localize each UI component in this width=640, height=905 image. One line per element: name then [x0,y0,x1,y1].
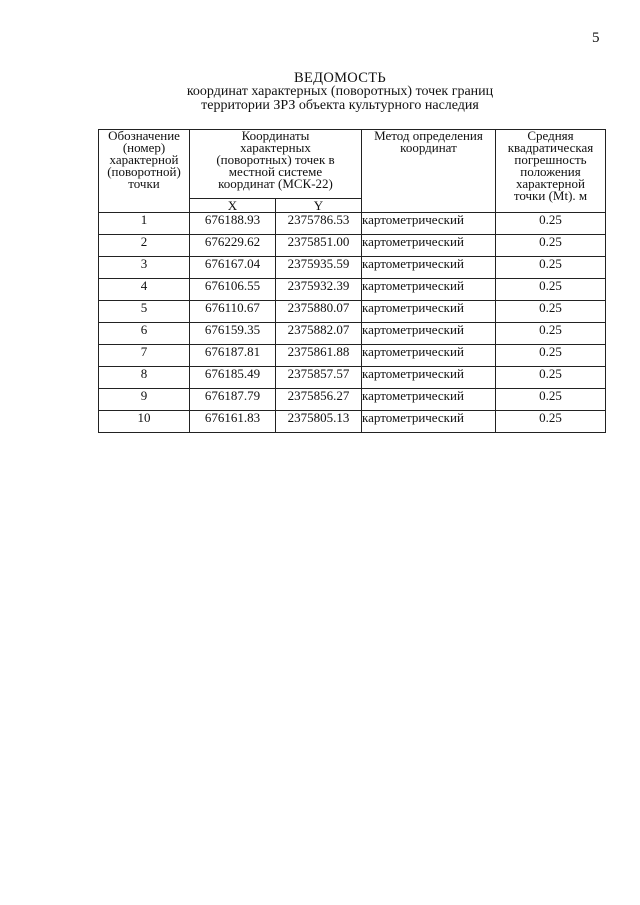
table-row [99,345,606,367]
y-coordinate-cell: 2375786.53 [276,213,362,235]
method-cell: картометрический [362,213,496,235]
x-coordinate-cell: 676185.49 [190,367,276,389]
x-coordinate-cell: 676187.81 [190,345,276,367]
method-cell: картометрический [362,411,496,433]
method-cell: картометрический [362,389,496,411]
point-number-cell: 10 [99,411,190,433]
point-number-cell: 6 [99,323,190,345]
y-coordinate-cell: 2375857.57 [276,367,362,389]
header-coordinates: Координаты характерных (поворотных) точек в местной системе координат (МСК-22) [190,130,362,199]
x-coordinate-cell: 676167.04 [190,257,276,279]
x-coordinate-cell: 676106.55 [190,279,276,301]
table-header-row [99,130,606,199]
y-coordinate-cell: 2375880.07 [276,301,362,323]
point-number-cell: 7 [99,345,190,367]
x-coordinate-cell: 676161.83 [190,411,276,433]
header-x: X [190,199,276,213]
error-cell: 0.25 [496,213,606,235]
method-cell: картометрический [362,345,496,367]
point-number-cell: 2 [99,235,190,257]
point-number-cell: 4 [99,279,190,301]
method-cell: картометрический [362,279,496,301]
y-coordinate-cell: 2375935.59 [276,257,362,279]
method-cell: картометрический [362,235,496,257]
y-coordinate-cell: 2375861.88 [276,345,362,367]
method-cell: картометрический [362,257,496,279]
error-cell: 0.25 [496,411,606,433]
table-row [99,323,606,345]
error-cell: 0.25 [496,389,606,411]
method-cell: картометрический [362,323,496,345]
header-y: Y [276,199,362,213]
table-row [99,279,606,301]
table-body [99,213,606,433]
page-number: 5 [592,30,600,46]
header-method: Метод определения координат [362,130,496,213]
document-heading [0,71,640,113]
error-cell: 0.25 [496,279,606,301]
header-error: Средняя квадратическая погрешность положения характерной точки (Mt). м [496,130,606,213]
error-cell: 0.25 [496,257,606,279]
table-row [99,367,606,389]
method-cell: картометрический [362,367,496,389]
error-cell: 0.25 [496,323,606,345]
x-coordinate-cell: 676187.79 [190,389,276,411]
y-coordinate-cell: 2375882.07 [276,323,362,345]
x-coordinate-cell: 676159.35 [190,323,276,345]
table-row [99,301,606,323]
x-coordinate-cell: 676229.62 [190,235,276,257]
x-coordinate-cell: 676188.93 [190,213,276,235]
method-cell: картометрический [362,301,496,323]
y-coordinate-cell: 2375851.00 [276,235,362,257]
x-coordinate-cell: 676110.67 [190,301,276,323]
error-cell: 0.25 [496,235,606,257]
y-coordinate-cell: 2375856.27 [276,389,362,411]
point-number-cell: 8 [99,367,190,389]
point-number-cell: 1 [99,213,190,235]
document-subtitle-line-2: территории ЗРЗ объекта культурного наследия [201,98,479,113]
point-number-cell: 5 [99,301,190,323]
header-designation: Обозначение (номер) характерной (поворотной) точки [99,130,190,213]
table-row [99,257,606,279]
error-cell: 0.25 [496,345,606,367]
point-number-cell: 3 [99,257,190,279]
point-number-cell: 9 [99,389,190,411]
document-title: ВЕДОМОСТЬ [294,70,386,86]
document-subtitle-line-1: координат характерных (поворотных) точек границ [186,84,494,99]
table-row [99,235,606,257]
table-row [99,213,606,235]
y-coordinate-cell: 2375805.13 [276,411,362,433]
y-coordinate-cell: 2375932.39 [276,279,362,301]
error-cell: 0.25 [496,301,606,323]
error-cell: 0.25 [496,367,606,389]
table-row [99,411,606,433]
table-row [99,389,606,411]
coordinates-table [98,129,606,433]
